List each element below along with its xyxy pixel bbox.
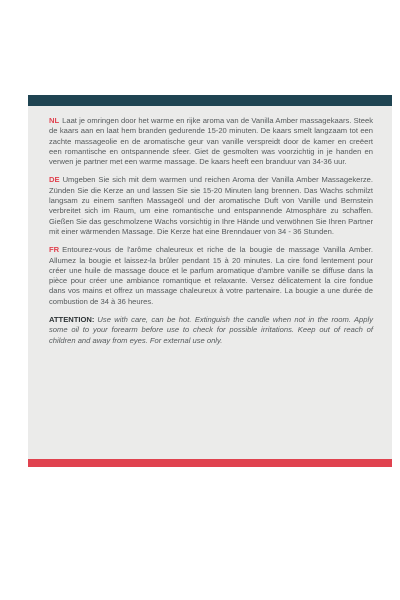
paragraph-de: [49, 175, 373, 237]
paragraph-text-nl: Laat je omringen door het warme en rijke aroma van de Vanilla Amber massagekaars. Steek de kaars aan en laat hem branden gedurende 15-20 minuten. De kaars smelt langzaam tot een zachte massageolie en de aromatische geur van vanille verspreidt door de kamer en creëert een romantische en ontspannende sfeer. Giet de gesmolten was voorzichtig in je handen en verwen je partner met een warme massage. De kaars heeft een branduur van 34-36 uur.: [49, 116, 373, 167]
language-code-de: DE: [49, 175, 60, 185]
paragraph-text-de: Umgeben Sie sich mit dem warmen und reichen Aroma der Vanilla Amber Massagekerze. Zünden Sie die Kerze an und lassen Sie sie 15-20 Minuten lang brennen. Das Wachs schmilzt langsam zu einem sanften Massageöl und der aromatische Duft von Vanille und Bernstein verbreitet sich im Raum, um eine romantische und entspannende Atmosphäre zu schaffen. Gießen Sie das geschmolzene Wachs vorsichtig in Ihre Hände und verwöhnen Sie Ihren Partner mit einer wärmenden Massage. Die Kerze hat eine Brenndauer von 34 - 36 Stunden.: [49, 175, 373, 236]
paragraph-nl: [49, 116, 373, 167]
attention-notice: [49, 315, 373, 346]
language-code-nl: NL: [49, 116, 60, 125]
card-content: [49, 116, 373, 354]
bottom-color-bar: [28, 459, 392, 467]
top-color-bar: [28, 95, 392, 106]
language-code-fr: FR: [49, 245, 60, 255]
paragraph-text-fr: Entourez-vous de l'arôme chaleureux et riche de la bougie de massage Vanilla Amber. Allumez la bougie et laissez-la brûler pendant 15 à 20 minutes. La cire fond lentement pour créer une huile de massage douce et le parfum aromatique d'ambre vanille se diffuse dans la pièce pour créer une ambiance romantique et relaxante. Versez délicatement la cire fondue dans vos mains et offrez un massage chaleureux à votre partenaire. La bougie a une durée de combustion de 34 à 36 heures.: [49, 245, 373, 306]
instruction-card: [28, 95, 392, 467]
attention-text: Use with care, can be hot. Extinguish the candle when not in the room. Apply some oil to your forearm before use to check for possible irritations. Keep out of reach of children and away from eyes. For external use only.: [49, 315, 373, 345]
attention-label: ATTENTION:: [49, 315, 95, 325]
paragraph-fr: [49, 245, 373, 307]
